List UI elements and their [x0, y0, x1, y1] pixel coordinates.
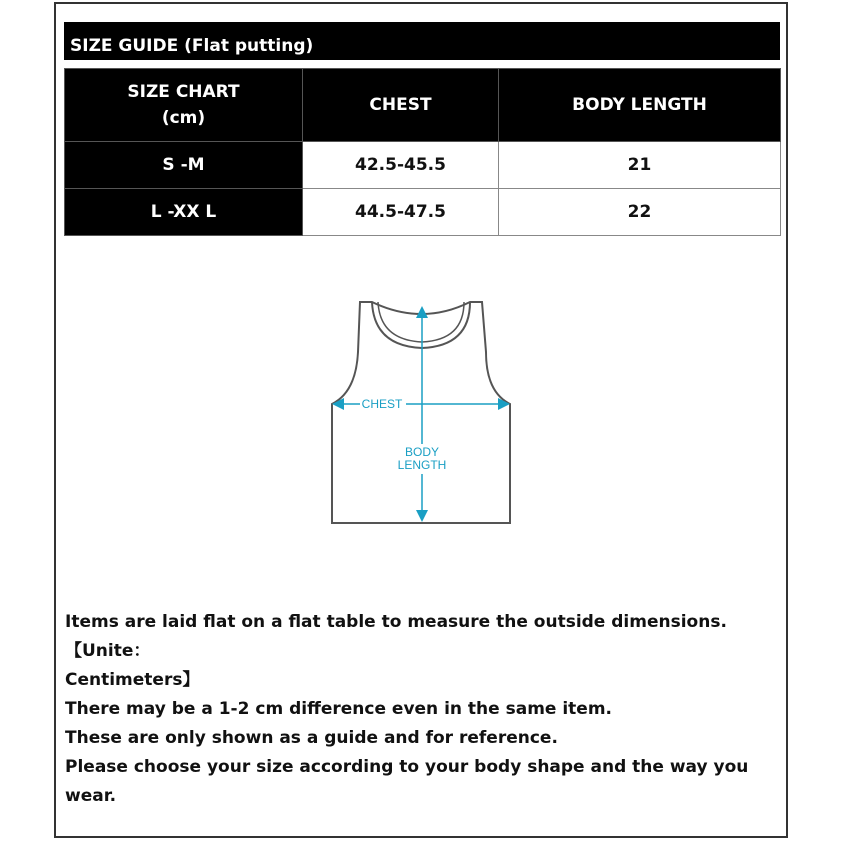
note-line: Centimeters】: [65, 670, 200, 690]
size-guide-title: SIZE GUIDE (Flat putting): [64, 22, 780, 60]
neckline-outer: [378, 302, 464, 342]
row-size-label: L -XX L: [65, 189, 303, 236]
tank-top-diagram: [322, 292, 522, 532]
size-chart-table: [64, 68, 781, 236]
row-length-value: 22: [499, 189, 781, 236]
header-body-length: BODY LENGTH: [499, 69, 781, 142]
table-row: [65, 189, 781, 236]
body-length-label-line1: BODY: [404, 445, 440, 459]
note-line: There may be a 1-2 cm difference even in the same item.: [65, 699, 613, 719]
header-size-chart-line1: SIZE CHART: [127, 82, 240, 102]
measurement-notes: [65, 608, 777, 811]
header-size-chart-unit: (cm): [161, 108, 206, 128]
table-row: [65, 142, 781, 189]
row-chest-value: 42.5-45.5: [303, 142, 499, 189]
note-line: These are only shown as a guide and for reference.: [65, 728, 558, 748]
header-size-chart: [65, 69, 303, 142]
table-header-row: [65, 69, 781, 142]
tank-top-outline: [332, 302, 510, 523]
header-chest: CHEST: [303, 69, 499, 142]
note-line: Please choose your size according to your body shape and the way you wear.: [65, 757, 749, 806]
row-chest-value: 44.5-47.5: [303, 189, 499, 236]
row-length-value: 21: [499, 142, 781, 189]
chest-label: CHEST: [361, 397, 403, 411]
body-length-label-line2: LENGTH: [397, 458, 447, 472]
row-size-label: S -M: [65, 142, 303, 189]
note-line: Items are laid flat on a flat table to measure the outside dimensions.【Unite：: [65, 612, 727, 661]
